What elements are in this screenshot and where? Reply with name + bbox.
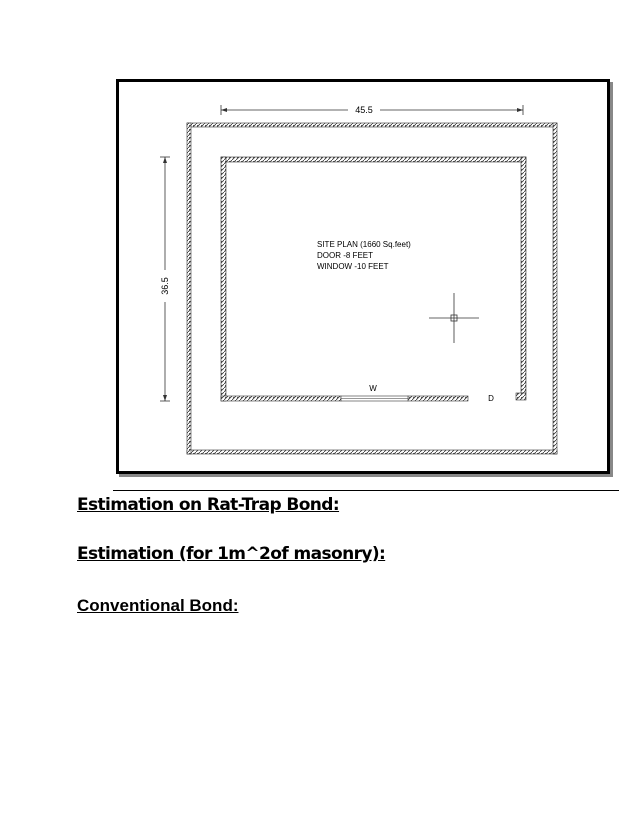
outer-boundary-wall xyxy=(187,123,557,454)
crosshair-cursor-icon xyxy=(429,293,479,343)
height-label: 36.5 xyxy=(160,277,170,295)
door-marker: D xyxy=(488,394,494,403)
site-plan-note-3: WINDOW -10 FEET xyxy=(317,262,389,271)
site-plan-note-1: SITE PLAN (1660 Sq.feet) xyxy=(317,240,411,249)
window-opening xyxy=(341,396,408,401)
house-wall xyxy=(221,157,526,401)
per-sqm-heading: Estimation (for 1m^2of masonry): xyxy=(77,544,386,564)
site-plan-note-2: DOOR -8 FEET xyxy=(317,251,374,260)
window-marker: W xyxy=(369,384,377,393)
conventional-heading: Conventional Bond: xyxy=(77,596,239,615)
width-label: 45.5 xyxy=(355,105,373,115)
rat-trap-heading: Estimation on Rat-Trap Bond: xyxy=(77,495,340,515)
section-divider xyxy=(113,490,619,491)
